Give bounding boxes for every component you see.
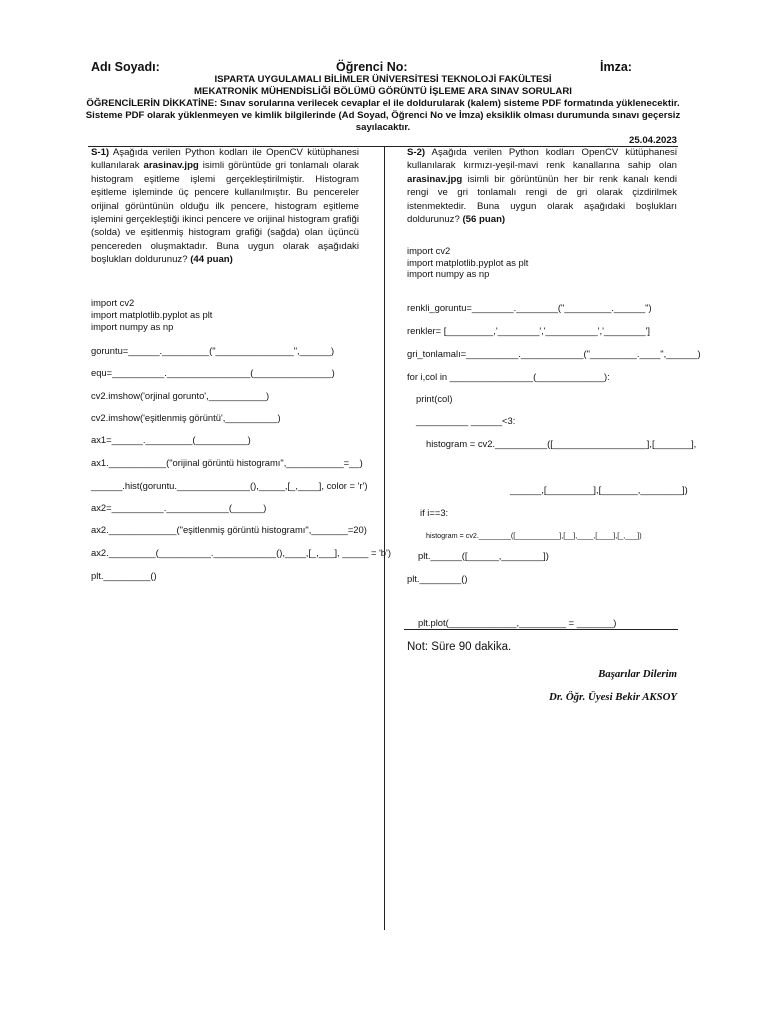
q2-code-line: renkli_goruntu=________.________("_________.______") bbox=[407, 302, 652, 313]
q2-number: S-2) bbox=[407, 147, 426, 158]
q1-text: S-1) Aşağıda verilen Python kodları ile OpenCV kütüphanesi kullanılarak arasinav.jpg isimli görüntüde gri tonlamalı olarak histogram eşitleme işlemi gerçekleştirilmiştir. Histogram eşitleme işleminde üç pencere kullanılmıştır. Bu pencereler orijinal görüntünün olduğu ilk pencere, histogram eşitleme işlemini gerçekleştiği ikinci pencere ve orijinal histogram grafiği (solda) ve eşitlenmiş histogram grafiği (sağda) olan üçüncü pencereden oluşmaktadır. Buna uygun olarak aşağıdaki boşlukları doldurunuz? (44 puan) bbox=[91, 147, 359, 266]
closing-wish: Başarılar Dilerim bbox=[598, 668, 677, 680]
notice-line-3: sayılacaktır. bbox=[355, 122, 411, 133]
duration-note: Not: Süre 90 dakika. bbox=[407, 641, 512, 653]
q2-points: (56 puan) bbox=[462, 214, 506, 226]
q2-code-line: renkler= [_________,'________','__________','________'] bbox=[407, 325, 650, 336]
q1-code-line: ax2._____________("eşitlenmiş görüntü histogramı",_______=20) bbox=[91, 524, 367, 535]
exam-title: MEKATRONİK MÜHENDİSLİĞİ BÖLÜMÜ GÖRÜNTÜ İŞLEME ARA SINAV SORULARI bbox=[194, 86, 572, 97]
q2-code-line: plt.______([______,________]) bbox=[418, 550, 549, 561]
exam-date: 25.04.2023 bbox=[628, 135, 677, 146]
q1-code-line: cv2.imshow('orjinal gorunto',___________) bbox=[91, 390, 270, 401]
q2-code-line: plt.________() bbox=[407, 573, 468, 584]
q2-code-line: histogram = cv2.________([___________],[__],____,[____],[_,___]) bbox=[426, 531, 642, 540]
q1-code-line: plt._________() bbox=[91, 570, 157, 581]
q2-code-line: plt.plot(_____________,_________ = _______) bbox=[418, 617, 617, 628]
q1-code-line: import cv2 bbox=[91, 297, 135, 308]
q2-bottom-divider bbox=[404, 629, 678, 630]
q1-code-line: ax1.___________("orijinal görüntü histogramı",___________=__) bbox=[91, 457, 363, 468]
q1-code-line: cv2.imshow('eşitlenmiş görüntü',__________) bbox=[91, 412, 281, 423]
column-divider bbox=[384, 146, 385, 930]
q2-code-line: ______,[_________],[_______,________]) bbox=[510, 484, 688, 495]
q2-code-line: gri_tonlamalı=__________.____________("_________.____",______) bbox=[407, 348, 701, 359]
q1-number: S-1) bbox=[91, 147, 110, 158]
q2-code-line: print(col) bbox=[416, 393, 453, 404]
university-title: ISPARTA UYGULAMALI BİLİMLER ÜNİVERSİTESİ TEKNOLOJİ FAKÜLTESİ bbox=[214, 74, 552, 85]
notice-line-2: Sisteme PDF olarak yüklenmeyen ve kimlik bilgilerinde (Ad Soyad, Öğrenci No ve İmza) eksiklik olması durumunda sınavı geçersiz bbox=[85, 110, 681, 121]
q2-text: S-2) Aşağıda verilen Python kodları OpenCV kütüphanesi kullanılarak kırmızı-yeşil-mavi renk kanallarına sahip olan arasinav.jpg isimli bir görüntünün her bir renk kanalı kendi rengi ve gri tonlamalı rengi de gri olarak çizdirilmek istenmektedir. Buna uygun olarak aşağıdaki boşlukları doldurunuz? (56 puan) bbox=[407, 147, 677, 226]
q1-code-line: ax2._________(__________.____________(),____,[_,___], _____ = 'b') bbox=[91, 547, 391, 558]
q1-code-line: import numpy as np bbox=[91, 321, 174, 332]
q2-code-line: import cv2 bbox=[407, 245, 451, 256]
q1-code-line: equ=__________.________________(_______________) bbox=[91, 367, 335, 378]
q2-code-line: histogram = cv2.__________([__________________],[_______], bbox=[426, 438, 697, 449]
q2-code-line: import matplotlib.pyplot as plt bbox=[407, 257, 529, 268]
author-signature: Dr. Öğr. Üyesi Bekir AKSOY bbox=[549, 691, 677, 703]
q2-code-line: __________ ______<3: bbox=[416, 415, 516, 426]
signature-label: İmza: bbox=[600, 60, 632, 74]
q2-code-line: if i==3: bbox=[420, 507, 449, 518]
q1-code-line: import matplotlib.pyplot as plt bbox=[91, 309, 213, 320]
notice-line-1: ÖĞRENCİLERİN DİKKATİNE: Sınav sorularına verilecek cevaplar el ile doldurularak (kalem) sisteme PDF formatında yüklenecektir. bbox=[86, 98, 680, 109]
q2-code-line: for i,col in ________________(_____________): bbox=[407, 371, 610, 382]
q1-points: (44 puan) bbox=[190, 254, 233, 266]
q1-code-line: ax1=______._________(__________) bbox=[91, 434, 251, 445]
q2-filename: arasinav.jpg bbox=[407, 173, 463, 185]
q1-code-line: ______.hist(goruntu.______________(),_____,[_,____], color = 'r') bbox=[91, 480, 368, 491]
name-label: Adı Soyadı: bbox=[91, 60, 160, 74]
q1-filename: arasinav.jpg bbox=[143, 160, 199, 172]
q1-code-line: goruntu=______._________("_______________",______) bbox=[91, 345, 335, 356]
student-no-label: Öğrenci No: bbox=[336, 60, 408, 74]
q1-code-line: ax2=__________.____________(______) bbox=[91, 502, 267, 513]
q2-code-line: import numpy as np bbox=[407, 268, 490, 279]
